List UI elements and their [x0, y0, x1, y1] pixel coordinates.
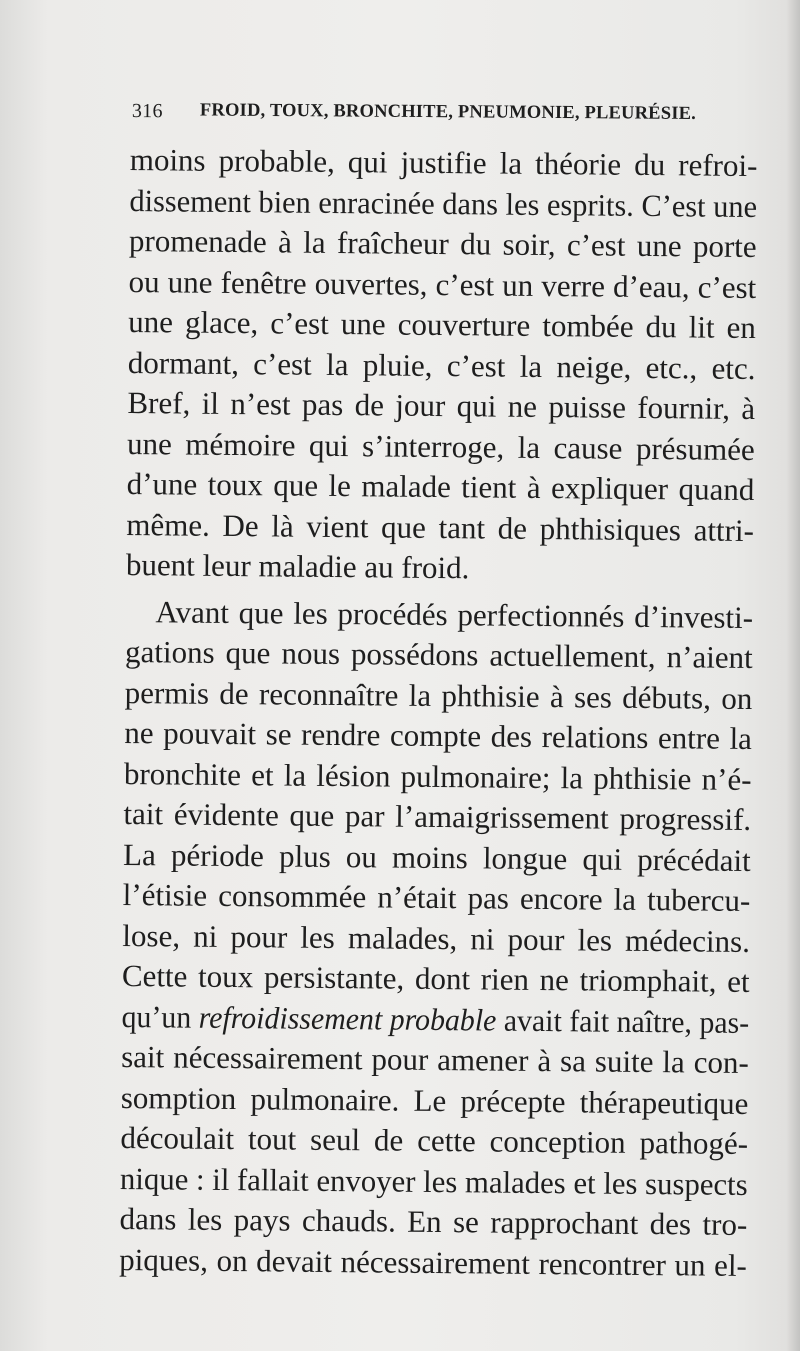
- text-line: Bref, il n’est pas de jour qui ne puisse fournir, à: [127, 384, 756, 427]
- text-line: moins probable, qui justifie la théorie du refroi-: [129, 141, 758, 184]
- text-line: buent leur maladie au froid.: [125, 546, 470, 586]
- running-header: [132, 100, 732, 138]
- text-line: bronchite et la lésion pulmonaire; la phthisie n’é-: [123, 755, 752, 797]
- text-line: l’étisie consommée n’était pas encore la tubercu-: [122, 876, 751, 918]
- text-line: Avant que les procédés perfectionnés d’investi-: [155, 593, 754, 635]
- body-text: [119, 140, 770, 1286]
- text-line: ou une fenêtre ouvertes, c’est un verre d’eau, c’est: [128, 263, 757, 305]
- text-line: somption pulmonaire. Le précepte thérapeutique: [120, 1079, 749, 1121]
- page-number: 316: [131, 100, 163, 123]
- text-line: lose, ni pour les malades, ni pour les médecins.: [122, 917, 751, 959]
- running-title: FROID, TOUX, BRONCHITE, PNEUMONIE, PLEURÉSIE.: [199, 100, 697, 124]
- text-line: découlait tout seul de cette conception pathogé-: [120, 1119, 749, 1161]
- text-line: promenade à la fraîcheur du soir, c’est une porte: [128, 222, 757, 265]
- page-edge-shadow: [786, 0, 800, 1351]
- text-line: une mémoire qui s’interroge, la cause présumée: [126, 425, 755, 467]
- text-line: gations que nous possédons actuellement, n’aient: [124, 633, 753, 676]
- text-line: une glace, c’est une couverture tombée du lit en: [128, 303, 757, 346]
- text-line: Cette toux persistante, dont rien ne triomphait, et: [121, 957, 750, 999]
- text-line-with-italic: qu’un refroidissement probable avait fait naître, pas-: [121, 998, 750, 1040]
- text-line: dans les pays chauds. En se rapprochant des tro-: [119, 1200, 748, 1242]
- text-line: dormant, c’est la pluie, c’est la neige, etc., etc.: [127, 344, 756, 386]
- text-line: dissement bien enracinée dans les esprits. C’est une: [129, 182, 758, 224]
- paragraph-2: [119, 591, 766, 1286]
- text-line: nique : il fallait envoyer les malades et les suspects: [119, 1160, 748, 1202]
- text-line: La période plus ou moins longue qui précédait: [122, 836, 751, 878]
- text-line: sait nécessairement pour amener à sa suite la con-: [121, 1038, 749, 1080]
- text-line: ne pouvait se rendre compte des relations entre la: [124, 714, 753, 756]
- text-line: d’une toux que le malade tient à expliquer quand: [126, 465, 755, 508]
- text-line: même. De là vient que tant de phthisiques attri-: [126, 506, 755, 548]
- text-line: tait évidente que par l’amaigrissement progressif.: [123, 795, 752, 837]
- text-line: piques, on devait nécessairement rencontrer un el-: [119, 1241, 748, 1283]
- text-line: permis de reconnaître la phthisie à ses débuts, on: [124, 674, 753, 716]
- italic-phrase: refroidissement probable: [198, 999, 497, 1038]
- paragraph-1: [126, 140, 770, 592]
